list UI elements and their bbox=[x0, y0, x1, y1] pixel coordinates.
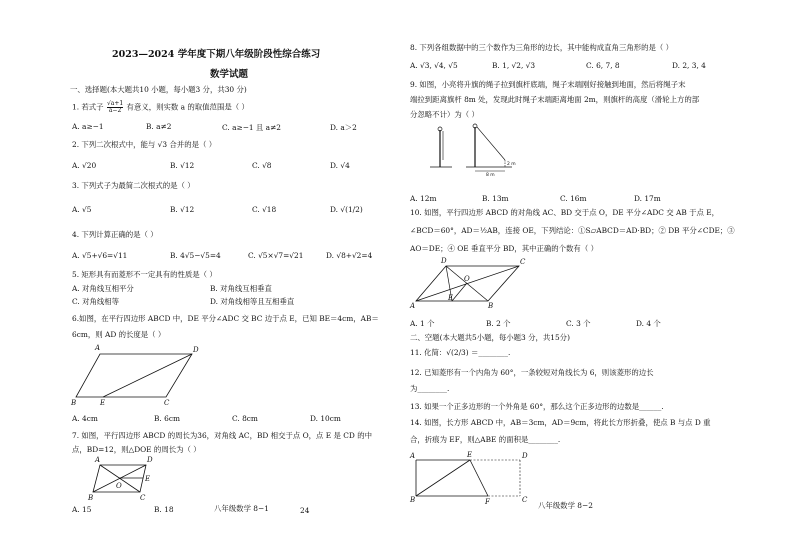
question-6-option-d: D. 10cm bbox=[310, 414, 341, 423]
question-2-option-b: B. √12 bbox=[170, 161, 195, 170]
q10-label-c: C bbox=[520, 258, 526, 266]
question-5-option-c: C. 对角线相等 bbox=[72, 297, 120, 306]
q14-label-a: A bbox=[410, 452, 416, 460]
question-14-stem-line-2: 合，折痕为 EF，则△ABE 的面积是________. bbox=[410, 435, 561, 444]
question-4-option-b: B. 4√5−√5=4 bbox=[170, 251, 221, 260]
question-1-option-d: D. a＞2 bbox=[330, 123, 357, 132]
exam-subtitle: 数学试题 bbox=[210, 69, 249, 80]
question-10-option-d: D. 4 个 bbox=[636, 319, 661, 328]
q7-label-e: E bbox=[145, 475, 151, 483]
q9-label-8m: 8 m bbox=[486, 173, 495, 178]
question-7-stem-line-1: 7. 如图，平行四边形 ABCD 的周长为36，对角线 AC，BD 相交于点 O，点 E 是 CD 的中 bbox=[72, 431, 372, 440]
q7-label-o: O bbox=[116, 482, 122, 490]
q7-label-b: B bbox=[88, 494, 94, 502]
left-page-footer: 八年级数学 8−1 bbox=[214, 504, 269, 513]
q14-label-d: D bbox=[522, 452, 528, 460]
q14-label-b: B bbox=[410, 496, 416, 504]
q6-label-a: A bbox=[95, 344, 101, 352]
question-5-option-a: A. 对角线互相平分 bbox=[72, 284, 134, 293]
question-4-option-c: C. √5×√7=√21 bbox=[248, 251, 304, 260]
question-9-stem-line-1: 9. 如图，小亮将升旗的绳子拉到旗杆底端，绳子末端刚好接触到地面，然后将绳子末 bbox=[410, 80, 686, 89]
q7-label-a: A bbox=[95, 456, 101, 464]
question-1-fraction: $\frac{√a+1}{a-2}$ bbox=[106, 100, 124, 114]
question-5-option-d: D. 对角线相等且互相垂直 bbox=[210, 297, 295, 306]
question-6-option-a: A. 4cm bbox=[72, 414, 98, 423]
question-4-option-d: D. √8+√2=4 bbox=[326, 251, 373, 260]
q10-label-e: E bbox=[448, 294, 454, 302]
question-9-option-d: D. 17m bbox=[634, 194, 661, 203]
exam-title: 2023—2024 学年度下期八年级阶段性综合练习 bbox=[112, 49, 321, 60]
question-6-option-b: B. 6cm bbox=[154, 414, 180, 423]
question-3-option-a: A. √5 bbox=[72, 205, 92, 214]
right-page-footer: 八年级数学 8−2 bbox=[538, 501, 593, 510]
question-14-stem-line-1: 14. 如图，长方形 ABCD 中，AB＝3cm，AD＝9cm，将此长方形折叠，使点 B 与点 D 重 bbox=[410, 418, 711, 427]
q14-fold-line-ef bbox=[470, 460, 488, 496]
left-page-number: 24 bbox=[300, 506, 310, 515]
question-3-option-c: C. √18 bbox=[252, 205, 277, 214]
question-3-option-b: B. √12 bbox=[170, 205, 195, 214]
question-1-option-a: A. a≥−1 bbox=[72, 122, 104, 131]
question-7-option-a: A. 15 bbox=[72, 505, 92, 514]
question-10-option-b: B. 2 个 bbox=[486, 319, 511, 328]
question-6-option-c: C. 8cm bbox=[232, 414, 258, 423]
question-1-option-c: C. a≥−1 且 a≠2 bbox=[222, 123, 281, 132]
question-7-stem-line-2: 点，BD=12，则△DOE 的周长为（ ） bbox=[72, 445, 201, 454]
question-10-option-a: A. 1 个 bbox=[410, 319, 435, 328]
q10-label-d: D bbox=[441, 257, 447, 265]
q14-label-e: E bbox=[467, 451, 473, 459]
question-2-option-a: A. √20 bbox=[72, 161, 97, 170]
question-7-option-b: B. 18 bbox=[154, 505, 174, 514]
question-3-option-d: D. √(1/2) bbox=[330, 205, 363, 214]
question-2-option-c: C. √8 bbox=[252, 161, 272, 170]
question-13-stem: 13. 如果一个正多边形的一个外角是 60°，那么这个正多边形的边数是______. bbox=[410, 402, 664, 411]
question-8-option-c: C. 6, 7, 8 bbox=[586, 61, 620, 70]
q14-label-f: F bbox=[485, 498, 490, 506]
q14-segment-be bbox=[416, 460, 470, 496]
question-2-stem: 2. 下列二次根式中，能与 √3 合并的是（ ） bbox=[72, 140, 217, 149]
question-8-option-d: D. 2, 3, 4 bbox=[672, 61, 706, 70]
question-9-option-b: B. 13m bbox=[482, 194, 509, 203]
question-12-stem-line-2: 为________. bbox=[410, 384, 450, 393]
q6-label-e: E bbox=[100, 399, 106, 407]
question-5-stem: 5. 矩形具有而菱形不一定具有的性质是（ ） bbox=[72, 270, 217, 279]
question-11-stem: 11. 化简：√(2/3) ＝________. bbox=[410, 348, 511, 357]
question-10-option-c: C. 3 个 bbox=[566, 319, 591, 328]
question-1-stem: 1. 若式子 $\frac{√a+1}{a-2}$ 有意义，则实数 a 的取值范围是（ ） bbox=[72, 100, 249, 114]
question-10-stem-line-3: AO＝DE；④ OE 垂直平分 BD，其中正确的个数有（ ） bbox=[410, 244, 598, 253]
section-1-heading: 一、选择题(本大题共10 小题，每小题3 分，共30 分) bbox=[70, 85, 247, 94]
q10-label-o: O bbox=[464, 275, 470, 283]
q6-label-b: B bbox=[71, 399, 77, 407]
question-8-option-b: B. 1, √2, √3 bbox=[492, 61, 536, 70]
question-9-option-c: C. 16m bbox=[560, 194, 587, 203]
question-4-stem: 4. 下列计算正确的是（ ） bbox=[72, 230, 158, 239]
question-9-stem-line-3: 分忽略不计）为（ ） bbox=[410, 110, 479, 119]
q9-label-2m: 2 m bbox=[507, 162, 516, 167]
question-6-stem-line-2: 6cm，则 AD 的长度是（ ） bbox=[72, 330, 166, 339]
question-10-stem-line-1: 10. 如图，平行四边形 ABCD 的对角线 AC、BD 交于点 O，DE 平分∠ADC 交 AB 于点 E， bbox=[410, 208, 720, 217]
question-5-option-b: B. 对角线互相垂直 bbox=[210, 284, 272, 293]
q6-label-c: C bbox=[164, 399, 170, 407]
q6-label-d: D bbox=[193, 346, 199, 354]
question-3-stem: 3. 下列式子为最简二次根式的是（ ） bbox=[72, 181, 195, 190]
section-2-heading: 二、空题(本大题共5小题，每小题3 分，共15分) bbox=[410, 333, 570, 342]
q7-label-d: D bbox=[147, 456, 153, 464]
q10-label-b: B bbox=[488, 302, 494, 310]
q7-label-c: C bbox=[140, 494, 146, 502]
question-9-option-a: A. 12m bbox=[410, 194, 437, 203]
question-9-stem-line-2: 端拉到距离旗杆 8m 处，发现此时绳子末端距离地面 2m，则旗杆的高度（滑轮上方的部 bbox=[410, 95, 700, 104]
question-6-stem-line-1: 6.如图，在平行四边形 ABCD 中，DE 平分∠ADC 交 BC 边于点 E，已知 BE＝4cm，AB＝ bbox=[72, 314, 379, 323]
q10-label-a: A bbox=[410, 302, 416, 310]
question-4-option-a: A. √5+√6=√11 bbox=[72, 251, 128, 260]
question-8-stem: 8. 下列各组数据中的三个数作为三角形的边长，其中能构成直角三角形的是（ ） bbox=[410, 43, 674, 52]
question-8-option-a: A. √3, √4, √5 bbox=[410, 61, 458, 70]
question-2-option-d: D. √4 bbox=[330, 161, 350, 170]
question-12-stem-line-1: 12. 已知菱形有一个内角为 60°，一条较短对角线长为 6，则该菱形的边长 bbox=[410, 368, 654, 377]
q14-label-c: C bbox=[522, 496, 528, 504]
question-1-option-b: B. a≠2 bbox=[146, 122, 172, 131]
question-10-stem-line-2: ∠BCD＝60°，AD＝½AB，连接 OE，下列结论：①S▱ABCD＝AD·BD；② DB 平分∠CDE；③ bbox=[410, 226, 735, 235]
